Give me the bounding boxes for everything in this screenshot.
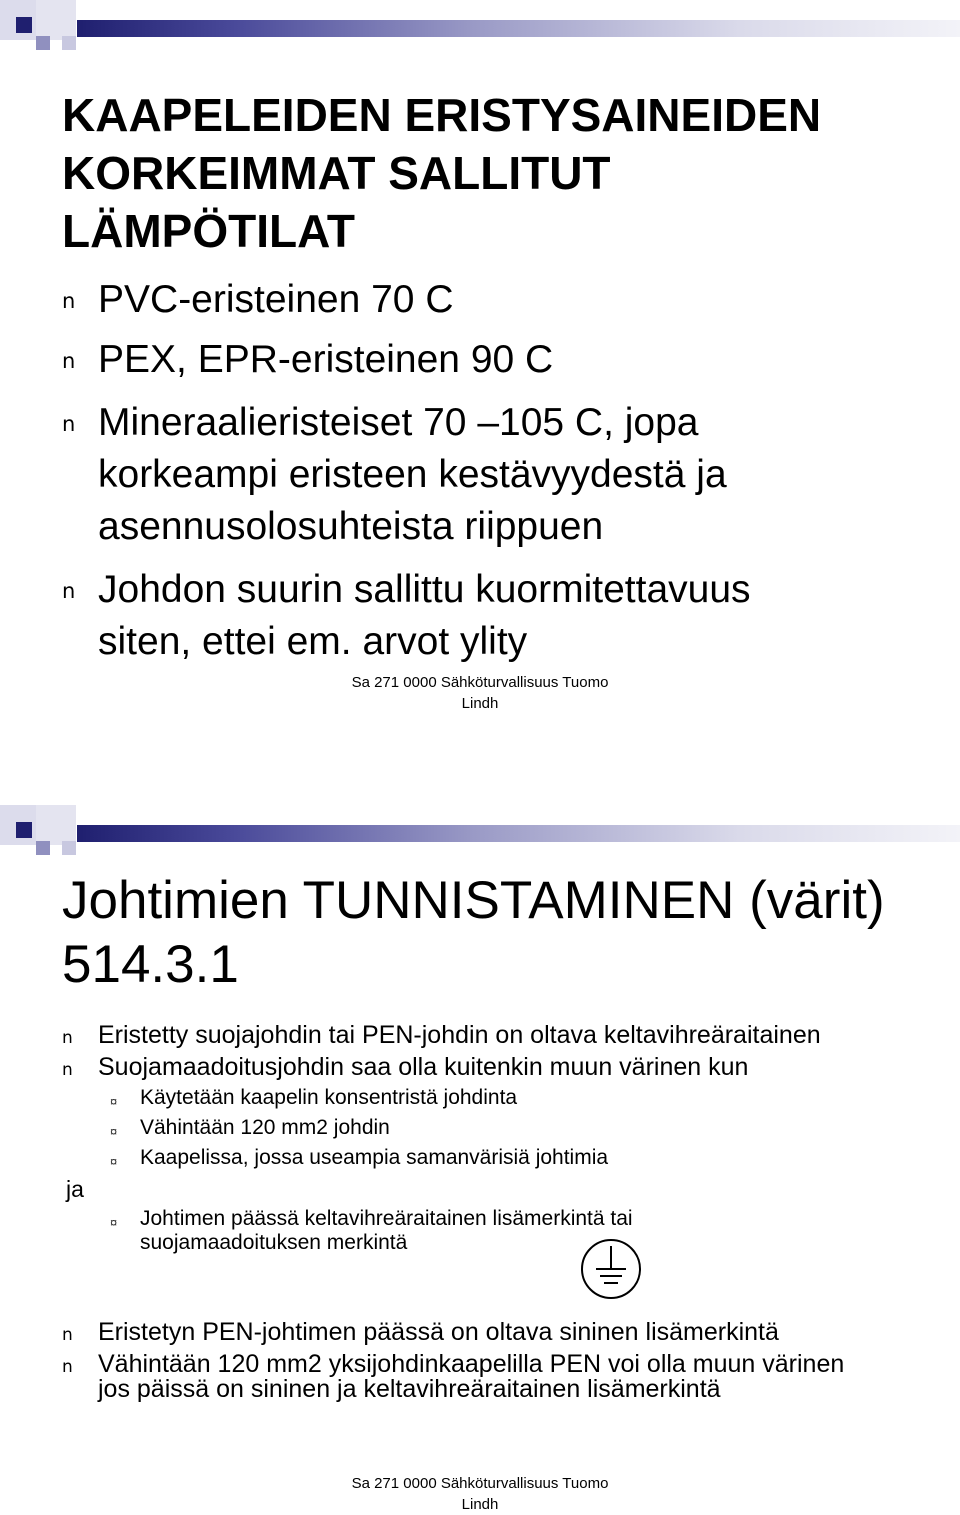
- header-gradient-bar: [77, 825, 960, 842]
- sub-bullet-marker: ¤: [110, 1124, 118, 1139]
- title-line: Johtimien TUNNISTAMINEN (värit): [62, 871, 885, 930]
- sub-item-text: suojamaadoituksen merkintä: [140, 1231, 408, 1254]
- decor-square: [36, 0, 76, 40]
- title-line: 514.3.1: [62, 935, 239, 994]
- bullet-text: Eristetty suojajohdin tai PEN-johdin on oltava keltavihreäraitainen: [98, 1021, 821, 1049]
- bullet-text: Suojamaadoitusjohdin saa olla kuitenkin muun värinen kun: [98, 1053, 749, 1081]
- bullet-text: jos päissä on sininen ja keltavihreäraitainen lisämerkintä: [98, 1375, 721, 1403]
- decor-square: [36, 841, 50, 855]
- slide-footer: [0, 672, 960, 714]
- bullet-text: Johdon suurin sallittu kuormitettavuus: [98, 568, 751, 611]
- bullet-text: asennusolosuhteista riippuen: [98, 505, 604, 548]
- bullet-marker: n: [62, 579, 76, 603]
- sub-item-text: Vähintään 120 mm2 johdin: [140, 1116, 390, 1139]
- slide-footer: [0, 1473, 960, 1515]
- slide-title: [62, 869, 885, 997]
- bullet-marker: n: [62, 1028, 73, 1048]
- slide-header-decoration: [0, 805, 960, 865]
- sub-bullet-marker: ¤: [110, 1215, 118, 1230]
- bullet-text: Vähintään 120 mm2 yksijohdinkaapelilla PEN voi olla muun värinen: [98, 1350, 845, 1378]
- bullet-text: PEX, EPR-eristeinen 90 C: [98, 338, 554, 381]
- sub-item-text: Kaapelissa, jossa useampia samanvärisiä johtimia: [140, 1146, 609, 1169]
- sub-bullet-marker: ¤: [110, 1094, 118, 1109]
- bullet-text: Mineraalieristeiset 70 –105 C, jopa: [98, 401, 699, 444]
- title-line: LÄMPÖTILAT: [62, 205, 355, 257]
- title-line: KORKEIMMAT SALLITUT: [62, 147, 611, 199]
- bullet-text: Eristetyn PEN-johtimen päässä on oltava sininen lisämerkintä: [98, 1318, 779, 1346]
- decor-square: [62, 36, 76, 50]
- decor-square: [16, 17, 32, 33]
- bullet-marker: n: [62, 289, 76, 313]
- footer-line: Lindh: [461, 695, 499, 712]
- slide-header-decoration: [0, 0, 960, 60]
- bullet-marker: n: [62, 1325, 73, 1345]
- bullet-marker: n: [62, 1060, 73, 1080]
- decor-square: [16, 822, 32, 838]
- ground-icon: [579, 1237, 643, 1301]
- sub-item-text: Käytetään kaapelin konsentristä johdinta: [140, 1086, 518, 1109]
- bullet-marker: n: [62, 349, 76, 373]
- bullet-text: korkeampi eristeen kestävyydestä ja: [98, 453, 727, 496]
- bullet-text: PVC-eristeinen 70 C: [98, 278, 454, 321]
- title-line: KAAPELEIDEN ERISTYSAINEIDEN: [62, 89, 822, 141]
- sub-bullet-marker: ¤: [110, 1154, 118, 1169]
- decor-square: [62, 841, 76, 855]
- decor-square: [36, 805, 76, 845]
- footer-line: Sa 271 0000 Sähköturvallisuus Tuomo: [351, 1475, 609, 1492]
- footer-line: Lindh: [461, 1496, 499, 1513]
- sub-item-text: Johtimen päässä keltavihreäraitainen lisämerkintä tai: [140, 1207, 633, 1230]
- bullet-text: siten, ettei em. arvot ylity: [98, 620, 528, 663]
- footer-line: Sa 271 0000 Sähköturvallisuus Tuomo: [351, 674, 609, 691]
- bullet-marker: n: [62, 412, 76, 436]
- slide-title: [62, 86, 821, 260]
- header-gradient-bar: [77, 20, 960, 37]
- slide-2: [0, 805, 960, 1515]
- decor-square: [36, 36, 50, 50]
- bullet-marker: n: [62, 1357, 73, 1377]
- ja-label: ja: [66, 1176, 84, 1202]
